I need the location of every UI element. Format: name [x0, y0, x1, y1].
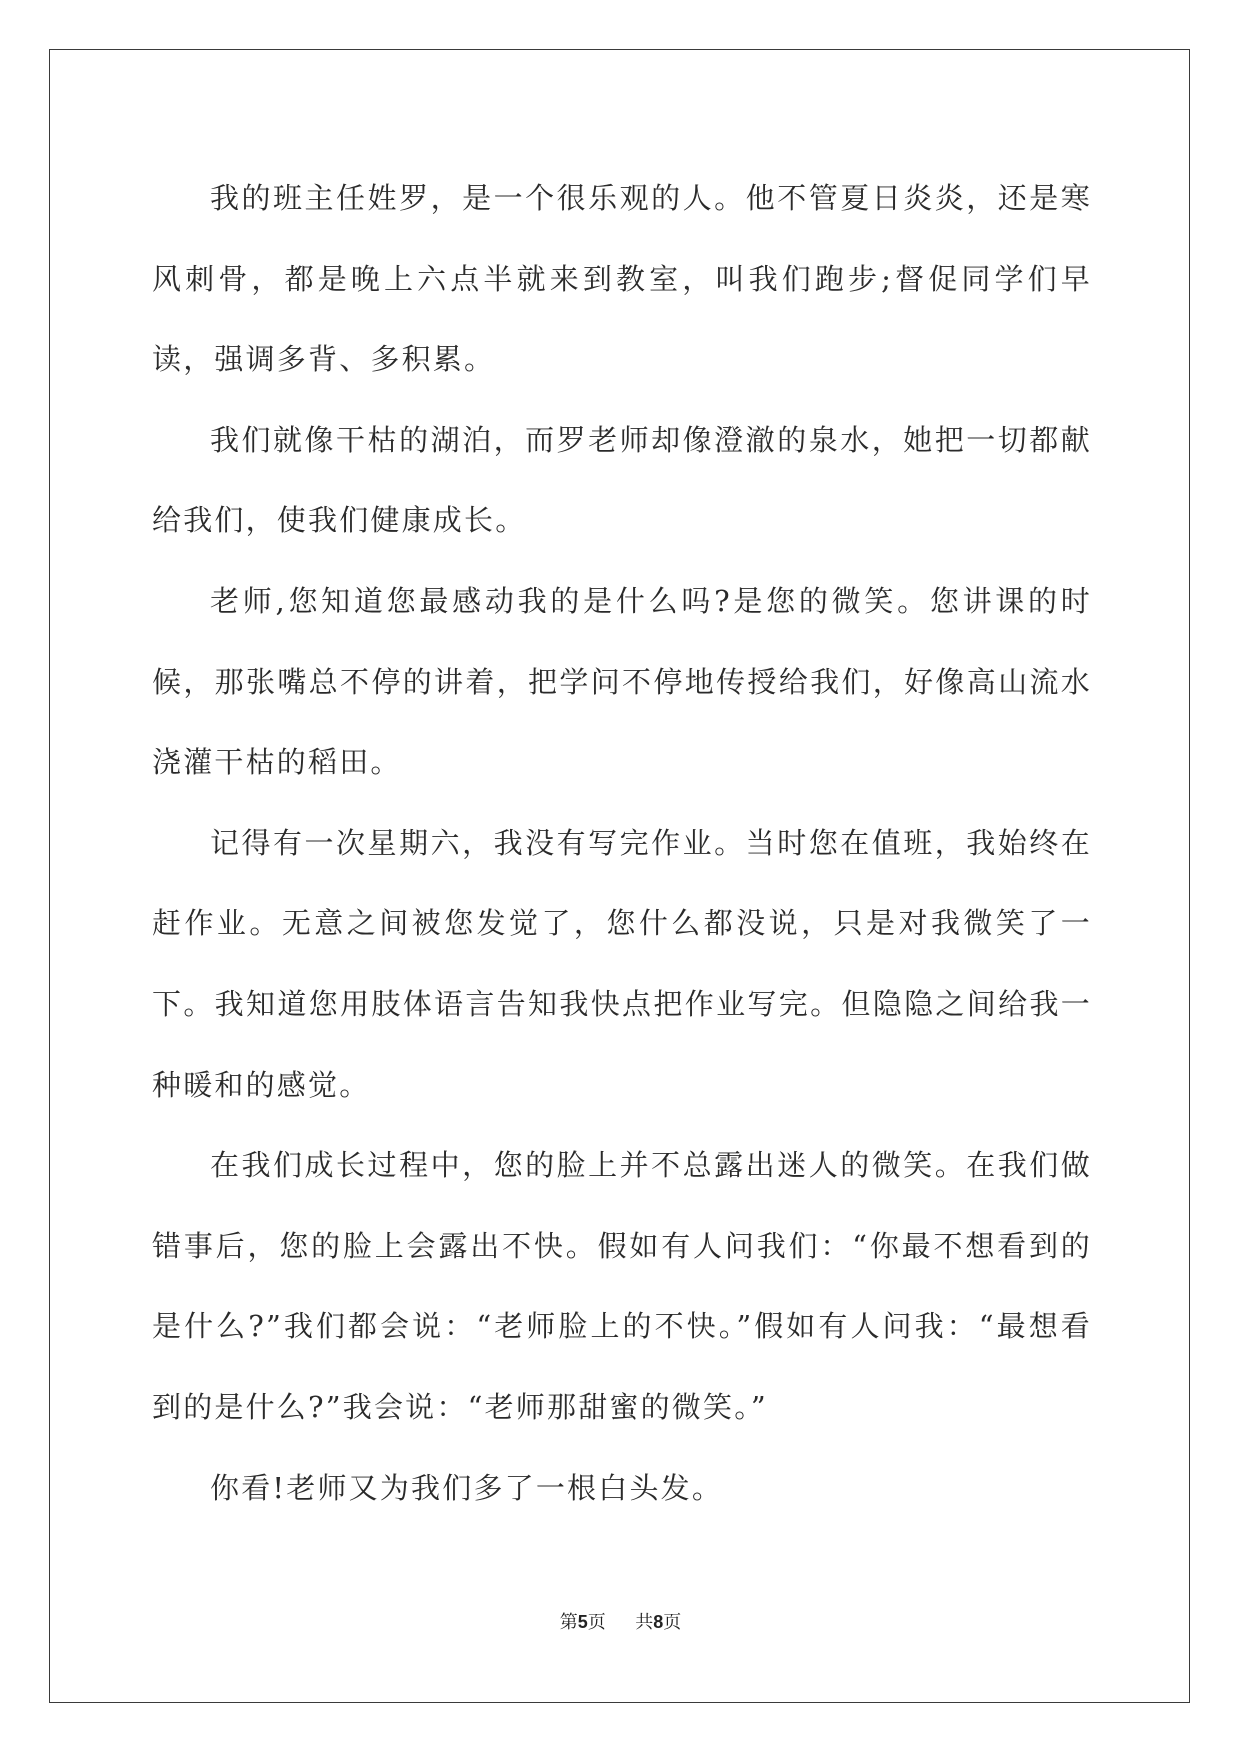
total-suffix: 页 [663, 1612, 682, 1633]
paragraph: 记得有一次星期六，我没有写完作业。当时您在值班，我始终在赶作业。无意之间被您发觉了，您什么都没说，只是对我微笑了一下。我知道您用肢体语言告知我快点把作业写完。但隐隐之间给我一种暖和的感觉。 [152, 825, 1092, 1102]
page-footer [0, 1608, 1241, 1634]
page-suffix: 页 [587, 1612, 606, 1633]
paragraph: 我的班主任姓罗，是一个很乐观的人。他不管夏日炎炎，还是寒风刺骨，都是晚上六点半就来到教室，叫我们跑步;督促同学们早读，强调多背、多积累。 [152, 181, 1092, 377]
paragraph: 你看!老师又为我们多了一根白头发。 [210, 1470, 724, 1505]
total-prefix: 共 [635, 1612, 654, 1633]
page-total-label [635, 1612, 681, 1633]
page-total: 8 [653, 1612, 664, 1632]
paragraph: 老师,您知道您最感动我的是什么吗?是您的微笑。您讲课的时候，那张嘴总不停的讲着，把学问不停地传授给我们，好像高山流水浇灌干枯的稻田。 [152, 583, 1092, 780]
page-prefix: 第 [559, 1612, 578, 1633]
page-number-label [560, 1612, 612, 1633]
paragraph: 我们就像干枯的湖泊，而罗老师却像澄澈的泉水，她把一切都献给我们，使我们健康成长。 [152, 422, 1092, 538]
document-body [152, 158, 1092, 1528]
paragraph: 在我们成长过程中，您的脸上并不总露出迷人的微笑。在我们做错事后，您的脸上会露出不快。假如有人问我们：“你最不想看到的是什么?”我们都会说：“老师脸上的不快。”假如有人问我：“最想看到的是什么?”我会说：“老师那甜蜜的微笑。” [152, 1148, 1092, 1424]
page-current: 5 [577, 1612, 588, 1632]
